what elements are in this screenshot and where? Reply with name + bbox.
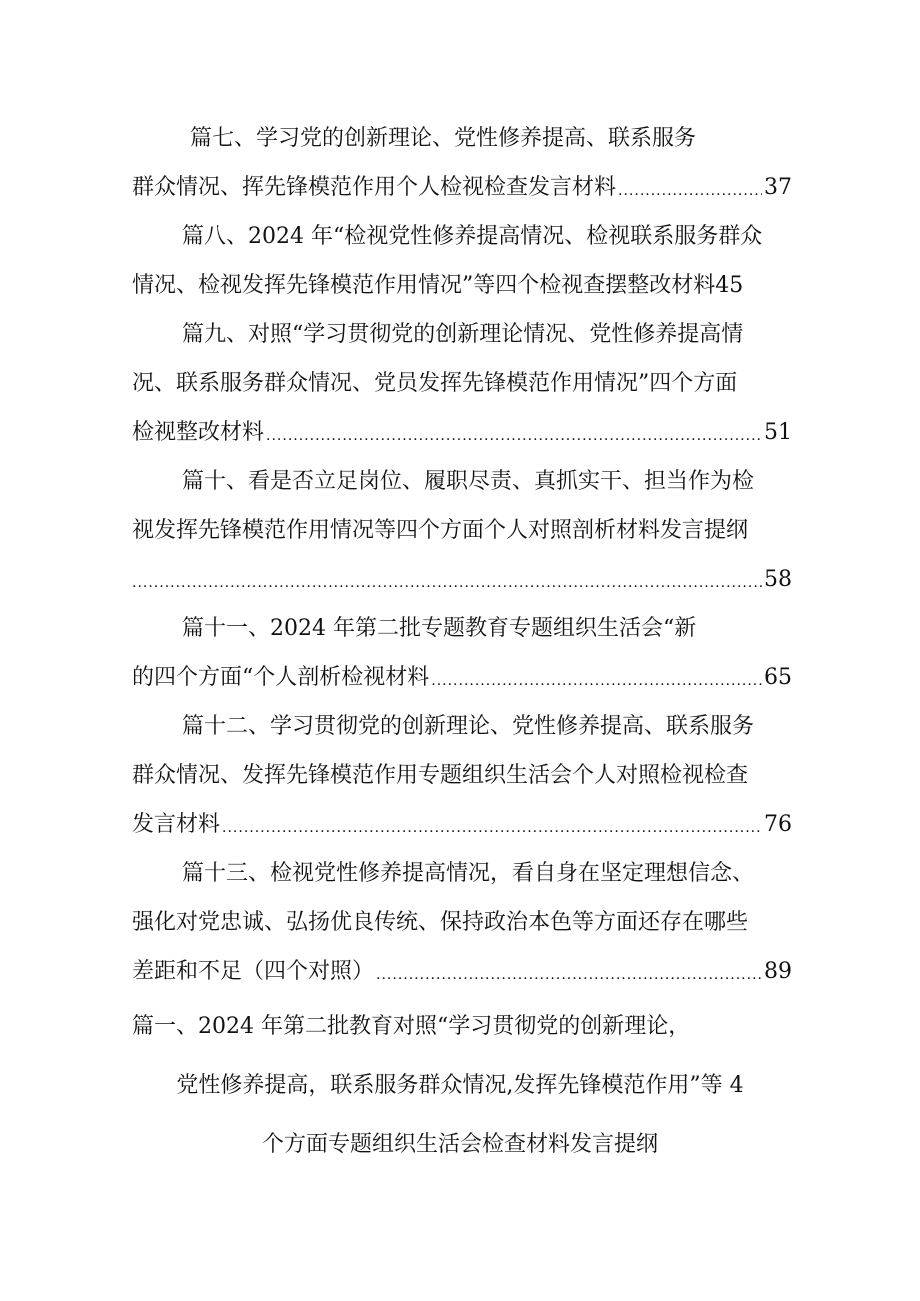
toc-entry-13-line-3[interactable] xyxy=(132,955,792,989)
toc-entry-text: 检视整改材料 xyxy=(132,420,265,445)
toc-leader-dots xyxy=(618,177,762,205)
toc-entry-7-line-2[interactable] xyxy=(132,171,792,205)
toc-entry-9-line-3[interactable] xyxy=(132,416,792,450)
section-heading-line-3: 个方面专题组织生活会检查材料发言提纲 xyxy=(261,1132,658,1157)
toc-entry-text: 的四个方面“个人剖析检视材料 xyxy=(132,665,430,690)
toc-page-number: 58 xyxy=(764,567,792,592)
toc-entry-12-line-1: 篇十二、学习贯彻党的创新理论、党性修养提高、联系服务 xyxy=(182,714,755,739)
section-heading-line-2: 党性修养提高，联系服务群众情况,发挥先锋模范作用”等 4 xyxy=(176,1073,744,1098)
toc-entry-text: 情况、检视发挥先锋模范作用情况”等四个检视查摆整改材料 xyxy=(132,273,716,298)
toc-page-number: 65 xyxy=(764,665,792,690)
toc-entry-9-line-2: 况、联系服务群众情况、党员发挥先锋模范作用情况”四个方面 xyxy=(132,371,738,396)
toc-entry-11-line-2[interactable] xyxy=(132,661,792,695)
toc-leader-dots xyxy=(222,814,762,842)
toc-entry-12-line-3[interactable] xyxy=(132,808,792,842)
toc-entry-8-line-1: 篇八、2024 年“检视党性修养提高情况、检视联系服务群众 xyxy=(182,224,763,249)
toc-entry-9-line-1: 篇九、对照“学习贯彻党的创新理论情况、党性修养提高情 xyxy=(182,322,744,347)
toc-entry-10-line-1: 篇十、看是否立足岗位、履职尽责、真抓实干、担当作为检 xyxy=(182,469,755,494)
toc-entry-text: 发言材料 xyxy=(132,812,221,837)
toc-page-number: 45 xyxy=(715,273,744,298)
toc-entry-10-line-3[interactable] xyxy=(132,563,792,597)
toc-entry-text: 差距和不足（四个对照） xyxy=(132,959,375,984)
toc-leader-dots xyxy=(376,961,762,989)
toc-entry-12-line-2: 群众情况、发挥先锋模范作用专题组织生活会个人对照检视检查 xyxy=(132,763,749,788)
toc-entry-text: 群众情况、挥先锋模范作用个人检视检查发言材料 xyxy=(132,175,617,200)
toc-leader-dots xyxy=(266,422,762,450)
toc-page-number: 51 xyxy=(764,420,792,445)
toc-entry-13-line-1: 篇十三、检视党性修养提高情况，看自身在坚定理想信念、 xyxy=(182,861,755,886)
toc-leader-dots xyxy=(132,569,762,597)
toc-page-number: 89 xyxy=(764,959,792,984)
section-heading-line-1: 篇一、2024 年第二批教育对照“学习贯彻党的创新理论， xyxy=(132,1014,691,1039)
toc-entry-13-line-2: 强化对党忠诚、弘扬优良传统、保持政治本色等方面还存在哪些 xyxy=(132,910,749,935)
toc-entry-11-line-1: 篇十一、2024 年第二批专题教育专题组织生活会“新 xyxy=(182,616,697,641)
toc-entry-10-line-2: 视发挥先锋模范作用情况等四个方面个人对照剖析材料发言提纲 xyxy=(132,518,749,543)
toc-entry-7-line-1: 篇七、学习党的创新理论、党性修养提高、联系服务 xyxy=(190,126,697,151)
toc-page-number: 37 xyxy=(764,175,792,200)
toc-entry-8-line-2[interactable] xyxy=(132,269,792,303)
toc-leader-dots xyxy=(431,667,762,695)
toc-page-number: 76 xyxy=(764,812,792,837)
